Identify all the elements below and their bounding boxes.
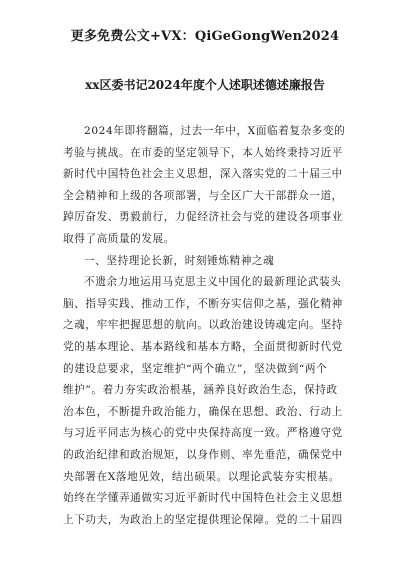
body-line: 踔厉奋发、勇毅前行，力促经济社会与党的建设各项事业 (63, 211, 343, 224)
body-line: 脑、指导实践、推动工作，不断夯实信仰之基，强化精神 (63, 297, 343, 310)
promo-header: 更多免费公文+VX：QiGeGongWen2024 (70, 29, 340, 44)
body-line: 始终在学懂弄通做实习近平新时代中国特色社会主义思想 (63, 492, 343, 505)
body-line: 维护”。着力夯实政治根基，涵养良好政治生态，保持政 (63, 384, 338, 397)
body-line: 的政治纪律和政治规矩，以身作则、率先垂范，确保党中 (63, 448, 343, 461)
body-line: 党的基本理论、基本路线和基本方略，全面贯彻新时代党 (63, 340, 343, 353)
body-line: 取得了高质量的发展。 (63, 232, 175, 245)
body-line: 的建设总要求，坚定维护“两个确立”，坚决做到“两个 (63, 362, 328, 375)
body-line: 上下功夫，为政治上的坚定提供理论保障。党的二十届四 (63, 513, 343, 526)
body-line: 治本色，不断提升政治能力，确保在思想、政治、行动上 (63, 405, 343, 418)
body-line: 一、坚持理论长新，时刻锤炼精神之魂 (84, 254, 275, 267)
body-line: 不遗余力地运用马克思主义中国化的最新理论武装头 (84, 276, 342, 289)
document-title: xx区委书记2024年度个人述职述德述廉报告 (85, 78, 325, 92)
body-line: 之魂，牢牢把握思想的航向。以政治建设铸魂定向。坚持 (63, 319, 343, 332)
body-line: 新时代中国特色社会主义思想，深入落实党的二十届三中 (63, 168, 343, 181)
body-line: 全会精神和上级的各项部署，与全区广大干部群众一道， (63, 189, 343, 202)
body-line: 央部署在X落地见效，结出硕果。以理论武装夯实根基。 (63, 470, 340, 483)
body-line: 与习近平同志为核心的党中央保持高度一致。严格遵守党 (63, 427, 343, 440)
body-line: 2024年即将翻篇，过去一年中，X面临着复杂多变的 (84, 125, 346, 137)
document-body (63, 121, 363, 531)
body-line: 考验与挑战。在市委的坚定领导下，本人始终秉持习近平 (63, 146, 343, 159)
